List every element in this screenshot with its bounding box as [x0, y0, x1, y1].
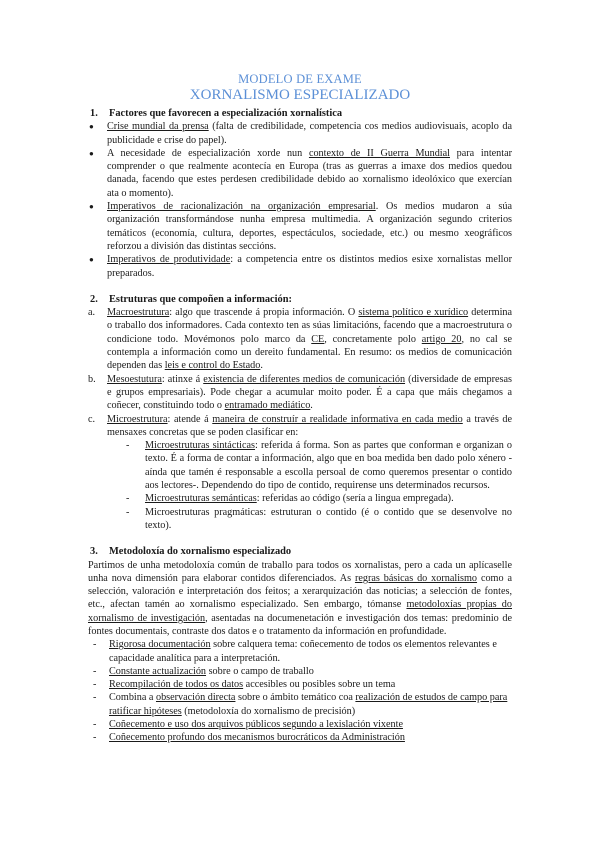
list-item: - Microestruturas sintácticas: referida á forma. Son as partes que conforman e organizan o texto. É a forma de contar a información, algo que en boa medida ben dado polo xénero - aínda que tamén é responsable a escolla persoal de como queremos presentar o contido aos lectores-. Dependendo do tipo de contido, requirense uns determinados recursos.: [126, 439, 512, 492]
list-item: ● Imperativos de produtividade: a competencia entre os distintos medios esixe xornalistas mellor preparados.: [88, 253, 512, 280]
section-1-heading: 1. Factores que favorecen a especialización xornalística: [90, 108, 343, 119]
list-item: - Coñecemento e uso dos arquivos públicos segundo a lexislación vixente: [90, 718, 512, 731]
list-item: c. Microestrutura: atende á maneira de construír a realidade informativa en cada medio a través de mensaxes concretas que se poden clasificar en:: [88, 413, 513, 438]
section-3-list: [90, 638, 512, 744]
section-2-list: [88, 306, 512, 439]
list-item: - Microestruturas semánticas: referidas ao código (sería a lingua empregada).: [126, 492, 512, 505]
subject-title: XORNALISMO ESPECIALIZADO: [189, 87, 411, 103]
section-3-paragraph: Partimos de unha metodoloxía común de traballo para todos os xornalistas, pero a cada un aplícaselle unha nova dimensión para elaborar contidos diferenciados. As regras básicas do xornalismo como a selección, valoración e interpretación dos feitos; a xerarquización das noticias; a selección de fontes, etc., afectan tamén ao xornalismo especializado. Sen embargo, tómanse metodoloxías propias do xornalismo de investigación, asentadas na documenetación e investigación dos temas: predominio de fontes documentais, contraste dos datos e o tratamento da información en profundidade.: [88, 559, 513, 637]
list-item: a. Macroestrutura: algo que trascende á propia información. O sistema político e xurídico determina o traballo dos informadores. Cada contexto ten as súas limitacións, facendo que a macroestrutura o condicione todo. Movémonos polo marco da CE, concretamente polo artigo 20, no cal se contempla a información como un dereito fundamental. En resumo: os medios de comunicación dependen das leis e control do Estado.: [88, 307, 513, 372]
list-item: b. Mesoestutura: atinxe á existencia de diferentes medios de comunicación (diversidade de empresas e grupos empresariais). Pode chegar a acumular moito poder. É a capa que máis chegamos a coñecer, constituindo todo o entramado mediático.: [88, 373, 512, 412]
list-item: - Recompilación de todos os datos accesibles ou posibles sobre un tema: [90, 678, 512, 691]
list-item: - Combina a observación directa sobre o ámbito temático coa realización de estudos de campo para ratificar hipóteses (metodoloxía do xornalismo de precisión): [90, 691, 512, 718]
list-item: - Constante actualización sobre o campo de traballo: [90, 665, 512, 678]
list-item: ● Imperativos de racionalización na organización empresarial. Os medios mudaron a súa organización transformándose nunha empresa multimedia. A organización segundo criterios temáticos (economía, cultura, deportes, espectáculos, sociedade, etc.) ou mesmo xeográficos reforzou a división das distintas seccións.: [88, 200, 512, 253]
list-item: - Rigorosa documentación sobre calquera tema: coñecemento de todos os elementos relevantes e capacidade analítica para a interpretación.: [90, 638, 512, 665]
list-item: ● Crise mundial da prensa (falta de credibilidade, competencia cos medios audiovisuais, acoplo da publicidade e crise do papel).: [88, 120, 512, 147]
section-1-list: [88, 120, 512, 280]
microstructure-list: [126, 439, 512, 532]
list-item: - Coñecemento profundo dos mecanismos burocráticos da Administración: [90, 731, 512, 744]
section-3-heading: 3. Metodoloxía do xornalismo especializado: [90, 546, 292, 558]
section-2-heading: 2. Estruturas que compoñen a información:: [90, 293, 292, 305]
list-item: ● A necesidade de especialización xorde nun contexto de II Guerra Mundial para intentar comprender o que realmente acontecía en Europa (tras as guerras a imaxe dos medios quedou danada, facendo que estes perdesen credibilidade debido ao xornalismo ideolóxico que exercían ata o momento).: [88, 147, 512, 200]
list-item: - Microestruturas pragmáticas: estruturan o contido (é o contido que se desenvolve no texto).: [126, 506, 512, 533]
exam-model-heading: MODELO DE EXAME: [238, 72, 362, 86]
